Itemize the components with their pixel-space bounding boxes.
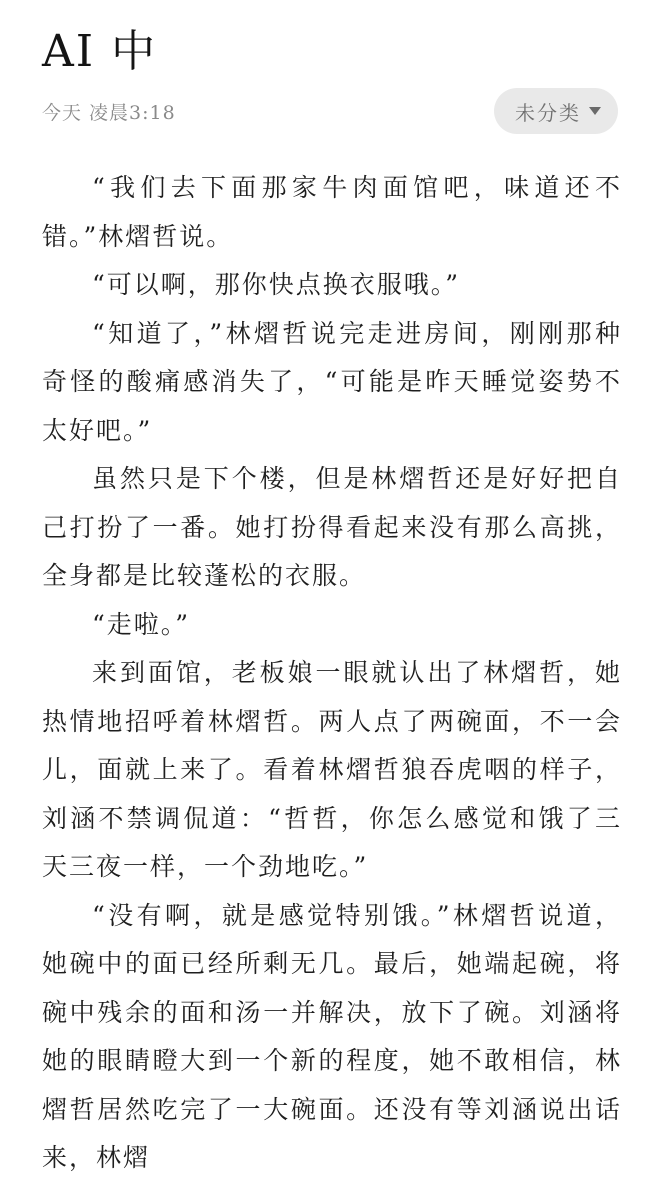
caret-down-icon (589, 107, 601, 115)
paragraph: “知道了，”林熠哲说完走进房间，刚刚那种奇怪的酸痛感消失了，“可能是昨天睡觉姿势不太好吧。” (42, 318, 622, 445)
note-date: 今天 凌晨3:18 (42, 102, 176, 124)
paragraph: “可以啊，那你快点换衣服哦。” (92, 270, 461, 299)
paragraph: “没有啊，就是感觉特别饿。”林熠哲说道，她碗中的面已经所剩无几。最后，她端起碗，将碗中残余的面和汤一并解决，放下了碗。刘涵将她的眼睛瞪大到一个新的程度，她不敢相信，林熠哲居然吃完了一大碗面。还没有等刘涵说出话来，林熠 (42, 900, 622, 1172)
paragraph: 虽然只是下个楼，但是林熠哲还是好好把自己打扮了一番。她打扮得看起来没有那么高挑，全身都是比较蓬松的衣服。 (42, 464, 622, 590)
category-dropdown-button[interactable] (494, 88, 618, 134)
paragraph: “走啦。” (92, 609, 191, 639)
category-label: 未分类 (515, 100, 581, 125)
note-body[interactable] (42, 164, 622, 1183)
note-meta (42, 96, 620, 132)
paragraph: “我们去下面那家牛肉面馆吧，味道还不错。”林熠哲说。 (42, 173, 622, 251)
paragraph: 来到面馆，老板娘一眼就认出了林熠哲，她热情地招呼着林熠哲。两人点了两碗面，不一会儿，面就上来了。看着林熠哲狼吞虎咽的样子，刘涵不禁调侃道：“哲哲，你怎么感觉和饿了三天三夜一样，一个劲地吃。” (42, 658, 622, 881)
note-title[interactable]: AI 中 (42, 26, 158, 77)
